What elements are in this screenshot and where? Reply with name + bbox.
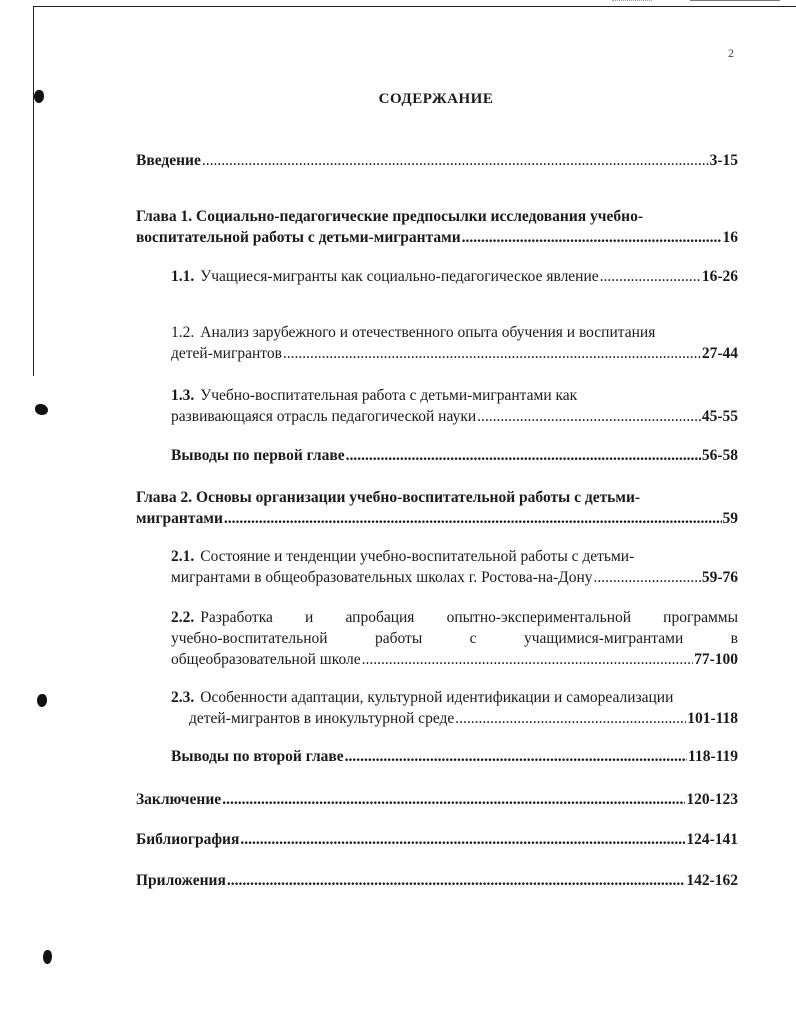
toc-entry-title: Заключение bbox=[136, 791, 222, 808]
toc-page-range: 118-119 bbox=[688, 748, 738, 765]
toc-page-range: 120-123 bbox=[686, 791, 738, 808]
title-word: учащимися-мигрантами bbox=[523, 630, 684, 647]
section-number: 1.2. bbox=[171, 324, 195, 341]
dot-leader bbox=[462, 227, 722, 248]
section-number: 2.2. bbox=[171, 609, 195, 626]
title-word: работы bbox=[375, 630, 423, 647]
toc-entry-conclusions-2[interactable] bbox=[171, 746, 738, 767]
toc-entry-chapter-1[interactable] bbox=[136, 206, 738, 248]
dot-leader bbox=[594, 567, 701, 588]
toc-page-range: 27-44 bbox=[701, 345, 738, 362]
toc-entry-title: Глава 2. Основы организации учебно-воспитательной работы с детьми- bbox=[136, 489, 641, 506]
toc-entry-title: Глава 1. Социально-педагогические предпосылки исследования учебно- bbox=[136, 208, 643, 225]
dot-leader bbox=[224, 508, 722, 529]
title-word: учебно-воспитательной bbox=[171, 630, 328, 647]
toc-entry-section-2-3[interactable] bbox=[171, 687, 738, 729]
toc-page-range: 16 bbox=[722, 229, 738, 246]
title-word: Разработка и апробация опытно-экспериментальной программы bbox=[200, 609, 738, 626]
toc-entry-title: Учебно-воспитательная работа с детьми-мигрантами как bbox=[200, 387, 578, 404]
toc-entry-title-cont: воспитательной работы с детьми-мигрантами bbox=[136, 229, 461, 246]
toc-entry-intro[interactable] bbox=[136, 150, 738, 171]
section-number: 1.3. bbox=[171, 387, 195, 404]
toc-page-range: 59 bbox=[722, 510, 738, 527]
toc-entry-title: Состояние и тенденции учебно-воспитательной работы с детьми- bbox=[200, 548, 635, 565]
toc-entry-title: Учащиеся-мигранты как социально-педагогическое явление bbox=[200, 268, 599, 285]
toc-page-range: 124-141 bbox=[686, 831, 738, 848]
dot-leader bbox=[222, 789, 685, 810]
toc-entry-title-cont: детей-мигрантов в инокультурной среде bbox=[189, 710, 455, 727]
scan-edge-top bbox=[34, 6, 796, 7]
toc-entry-title: Анализ зарубежного и отечественного опыта обучения и воспитания bbox=[200, 324, 656, 341]
title-word: с bbox=[469, 630, 477, 647]
punch-hole-mark bbox=[35, 404, 48, 415]
toc-entry-title-cont: детей-мигрантов bbox=[171, 345, 282, 362]
toc-entry-chapter-2[interactable] bbox=[136, 487, 738, 529]
punch-hole-mark bbox=[43, 950, 52, 964]
section-number: 2.3. bbox=[171, 689, 195, 706]
toc-page-range: 16-26 bbox=[701, 268, 738, 285]
toc-entry-section-1-2[interactable] bbox=[171, 322, 738, 364]
toc-entry-title-cont: общеобразовательной школе bbox=[171, 651, 361, 668]
scan-mark bbox=[612, 0, 652, 1]
dot-leader bbox=[240, 829, 685, 850]
toc-page-range: 45-55 bbox=[701, 408, 738, 425]
dot-leader bbox=[202, 150, 709, 171]
dot-leader bbox=[227, 870, 685, 891]
page-number: 2 bbox=[728, 46, 734, 60]
toc-entry-title: Выводы по первой главе bbox=[171, 447, 345, 464]
justified-line bbox=[171, 628, 738, 649]
toc-entry-appendix[interactable] bbox=[136, 870, 738, 891]
section-number: 1.1. bbox=[171, 268, 195, 285]
dot-leader bbox=[477, 406, 701, 427]
toc-page-range: 101-118 bbox=[687, 710, 738, 727]
toc-entry-title: Библиография bbox=[136, 831, 240, 848]
toc-page-range: 142-162 bbox=[686, 872, 738, 889]
toc-entry-bibliography[interactable] bbox=[136, 829, 738, 850]
toc-entry-title-cont: мигрантами в общеобразовательных школах г. Ростова-на-Дону bbox=[171, 569, 593, 586]
toc-entry-section-2-2[interactable] bbox=[171, 607, 738, 670]
dot-leader bbox=[346, 445, 701, 466]
scan-mark bbox=[690, 0, 780, 1]
toc-entry-conclusion[interactable] bbox=[136, 789, 738, 810]
page-title: СОДЕРЖАНИЕ bbox=[378, 91, 494, 107]
dot-leader bbox=[283, 343, 701, 364]
toc-entry-title: Введение bbox=[136, 152, 201, 169]
toc-entry-conclusions-1[interactable] bbox=[171, 445, 738, 466]
toc-entry-title-cont: мигрантами bbox=[136, 510, 223, 527]
punch-hole-mark bbox=[34, 90, 44, 103]
toc-page-range: 77-100 bbox=[694, 651, 738, 668]
toc-entry-title-cont: развивающаяся отрасль педагогической науки bbox=[171, 408, 477, 425]
toc-entry-title: Особенности адаптации, культурной идентификации и самореализации bbox=[200, 689, 674, 706]
toc-page-range: 3-15 bbox=[709, 152, 738, 169]
section-number: 2.1. bbox=[171, 548, 195, 565]
toc-entry-section-2-1[interactable] bbox=[171, 546, 738, 588]
toc-entry-title: Выводы по второй главе bbox=[171, 748, 344, 765]
dot-leader bbox=[362, 649, 693, 670]
scan-edge-left bbox=[33, 6, 34, 376]
toc-page-range: 59-76 bbox=[701, 569, 738, 586]
dot-leader bbox=[455, 708, 686, 729]
punch-hole-mark bbox=[37, 694, 47, 707]
toc-entry-section-1-3[interactable] bbox=[171, 385, 738, 427]
dot-leader bbox=[600, 266, 701, 287]
title-word: в bbox=[730, 630, 738, 647]
toc-entry-section-1-1[interactable] bbox=[171, 266, 738, 287]
toc-entry-title bbox=[200, 607, 738, 628]
toc-page-range: 56-58 bbox=[701, 447, 738, 464]
dot-leader bbox=[345, 746, 687, 767]
toc-entry-title: Приложения bbox=[136, 872, 226, 889]
